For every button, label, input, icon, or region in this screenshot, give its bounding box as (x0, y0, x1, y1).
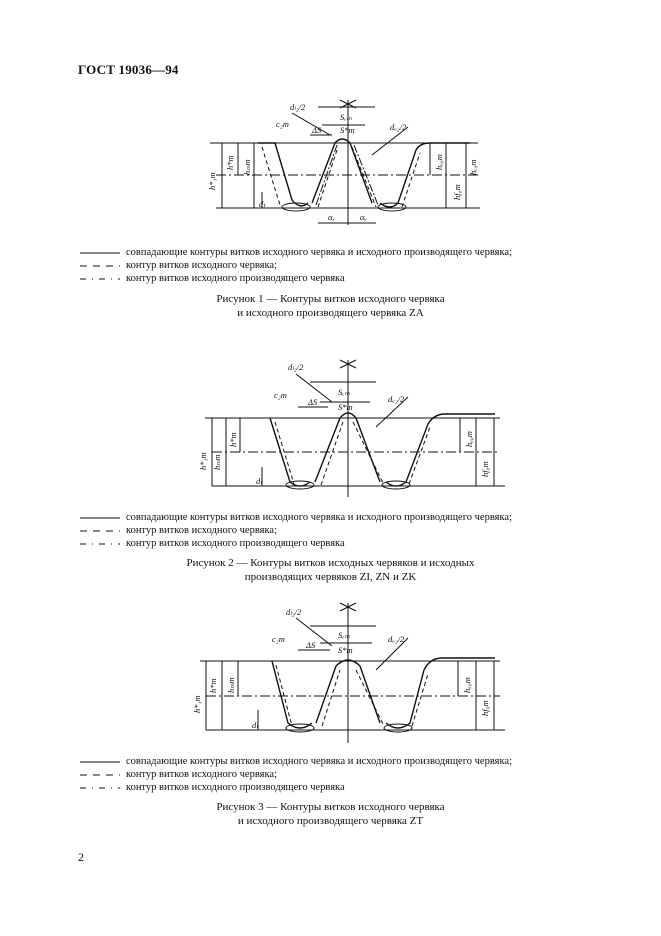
label-ha0m: hₐ₀m (434, 154, 444, 170)
figure-2 (0, 352, 661, 502)
legend-1 (78, 246, 512, 285)
legend-2 (78, 511, 512, 550)
label-he0m: hₑ₀m (468, 159, 478, 175)
dash-dot-line-icon (78, 781, 122, 794)
legend-row-solid: совпадающие контуры витков исходного червяка и исходного производящего червяка; (78, 246, 512, 259)
legend-3 (78, 755, 512, 794)
label-h1m: h*₁m (192, 695, 202, 713)
figure-1 (0, 95, 661, 235)
label-df2: dₗ₂/2 (290, 102, 306, 112)
dashed-line-icon (78, 768, 122, 781)
label-alpha-y: αᵧ (360, 212, 367, 222)
dash-dot-line-icon (78, 537, 122, 550)
label-sm: S*m (338, 645, 353, 655)
solid-line-icon (78, 511, 122, 524)
label-c2m: c₂m (276, 119, 289, 129)
label-hfm: hₘm (242, 159, 252, 175)
worm-profile-drawing-1 (0, 95, 661, 235)
label-delta-s: ΔS (312, 125, 322, 135)
label-c2m: c₂m (274, 390, 287, 400)
label-alpha-x: αₓ (328, 212, 335, 222)
label-hf0m: hf₀m (480, 461, 490, 477)
label-delta-s: ΔS (306, 640, 316, 650)
legend-row-dashed: контур витков исходного червяка; (78, 524, 512, 537)
solid-line-icon (78, 246, 122, 259)
page-number: 2 (78, 850, 84, 864)
label-delta-s: ΔS (308, 397, 318, 407)
legend-row-dashdot: контур витков исходного производящего червяка (78, 537, 512, 550)
worm-profile-drawing-2 (0, 352, 661, 502)
legend-row-dashdot: контур витков исходного производящего червяка (78, 781, 512, 794)
figure-1-caption: Рисунок 1 — Контуры витков исходного червяка и исходного производящего червяка ZA (216, 293, 445, 319)
label-sem: Sₑₘ (338, 387, 350, 397)
label-dt: dₜ (252, 720, 259, 730)
dashed-line-icon (78, 259, 122, 272)
dashed-line-icon (78, 524, 122, 537)
legend-row-dashdot: контур витков исходного производящего червяка (78, 272, 512, 285)
figure-3 (0, 598, 661, 746)
label-sm: S*m (340, 125, 355, 135)
label-sem: Sₑₘ (340, 112, 352, 122)
legend-row-dashed: контур витков исходного червяка; (78, 768, 512, 781)
figure-3-caption: Рисунок 3 — Контуры витков исходного червяка и исходного производящего червяка ZT (216, 801, 445, 827)
label-sm: S*m (338, 402, 353, 412)
label-c2m: c₂m (272, 634, 285, 644)
label-hhm: h*m (225, 155, 235, 170)
label-dt: dₜ (256, 476, 263, 486)
legend-row-dashed: контур витков исходного червяка; (78, 259, 512, 272)
document-header: ГОСТ 19036—94 (78, 62, 179, 77)
label-h1m: h*₁m (198, 452, 208, 470)
label-da2: dₐ₂/2 (390, 122, 407, 132)
dash-dot-line-icon (78, 272, 122, 285)
legend-row-solid: совпадающие контуры витков исходного червяка и исходного производящего червяка; (78, 511, 512, 524)
label-hfm: hₘm (212, 454, 222, 470)
legend-row-solid: совпадающие контуры витков исходного червяка и исходного производящего червяка; (78, 755, 512, 768)
label-df2: dₗ₂/2 (288, 362, 304, 372)
label-hf0m: hf₀m (452, 184, 462, 200)
solid-line-icon (78, 755, 122, 768)
worm-profile-drawing-3 (0, 598, 661, 746)
label-hhm: h*m (228, 432, 238, 447)
label-dt: dₜ (259, 199, 266, 209)
label-hf0m: hf₀m (480, 700, 490, 716)
label-sem: Sₑₘ (338, 630, 350, 640)
figure-2-caption: Рисунок 2 — Контуры витков исходных червяков и исходных производящих червяков ZI, ZN и ZK (186, 557, 475, 583)
label-df2: dₗ₂/2 (286, 607, 302, 617)
label-ha0m: hₐ₀m (464, 431, 474, 447)
label-hhm: h*m (208, 678, 218, 693)
label-da2: dₐ₂/2 (388, 394, 405, 404)
label-da2: dₐ₂/2 (388, 634, 405, 644)
label-ha0m: hₐ₀m (462, 677, 472, 693)
label-h1m: h*₁m (207, 172, 217, 190)
label-hfm: hₘm (226, 677, 236, 693)
